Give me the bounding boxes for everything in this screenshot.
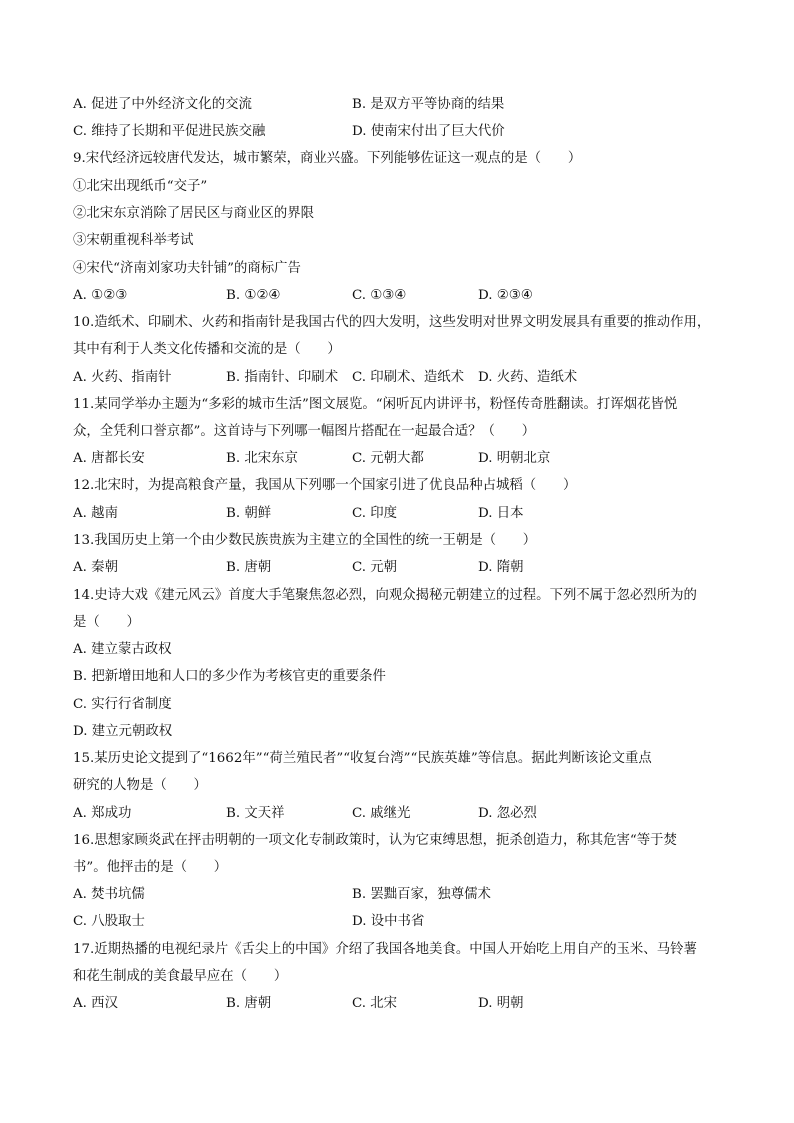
q10-option-c: C. 印刷术、造纸术 — [352, 370, 465, 385]
q17-stem-line1: 17.近期热播的电视纪录片《舌尖上的中国》介绍了我国各地美食。中国人开始吃上用自产的玉米、马铃薯 — [73, 942, 697, 957]
q15-stem-line1: 15.某历史论文提到了“1662年”“荷兰殖民者”“收复台湾”“民族英雄”等信息。据此判断该论文重点 — [73, 751, 652, 766]
q13-option-a: A. 秦朝 — [73, 560, 118, 575]
q17-option-d: D. 明朝 — [478, 996, 524, 1011]
q14-option-c: C. 实行行省制度 — [73, 697, 172, 712]
q8-option-c: C. 维持了长期和平促进民族交融 — [73, 124, 266, 139]
q11-stem-line1: 11.某同学举办主题为“多彩的城市生活”图文展览。“闲听瓦内讲评书，粉怪传奇胜翻读。打诨烟花皆悦 — [73, 397, 678, 412]
q9-option-c: C. ①③④ — [352, 288, 407, 303]
q15-stem-line2: 研究的人物是（ ） — [73, 778, 207, 793]
q13-option-c: C. 元朝 — [352, 560, 398, 575]
q10-option-b: B. 指南针、印刷术 — [226, 370, 339, 385]
q9-option-a: A. ①②③ — [73, 288, 128, 303]
q9-option-b: B. ①②④ — [226, 288, 281, 303]
q8-option-d: D. 使南宋付出了巨大代价 — [352, 124, 505, 139]
q10-stem-line2: 其中有利于人类文化传播和交流的是（ ） — [73, 342, 341, 357]
q15-option-b: B. 文天祥 — [226, 806, 285, 821]
q9-item-3: ③宋朝重视科举考试 — [73, 233, 194, 248]
q16-stem-line1: 16.思想家顾炎武在抨击明朝的一项文化专制政策时，认为它束缚思想，扼杀创造力，称其危害“等于焚 — [73, 833, 677, 848]
q12-option-c: C. 印度 — [352, 506, 398, 521]
q15-option-a: A. 郑成功 — [73, 806, 132, 821]
q10-option-d: D. 火药、造纸术 — [478, 370, 578, 385]
q16-option-c: C. 八股取士 — [73, 914, 145, 929]
q8-option-b: B. 是双方平等协商的结果 — [352, 97, 505, 112]
q16-option-d: D. 设中书省 — [352, 914, 425, 929]
q14-option-d: D. 建立元朝政权 — [73, 724, 173, 739]
q9-option-d: D. ②③④ — [478, 288, 533, 303]
q17-option-a: A. 西汉 — [73, 996, 118, 1011]
q9-item-4: ④宋代“济南刘家功夫针铺”的商标广告 — [73, 261, 301, 276]
q14-option-a: A. 建立蒙古政权 — [73, 642, 172, 657]
q16-option-a: A. 焚书坑儒 — [73, 887, 145, 902]
q14-stem-line2: 是（ ） — [73, 615, 140, 630]
q10-option-a: A. 火药、指南针 — [73, 370, 172, 385]
q11-option-a: A. 唐都长安 — [73, 451, 145, 466]
q12-option-a: A. 越南 — [73, 506, 118, 521]
q9-item-1: ①北宋出现纸币“交子” — [73, 179, 208, 194]
q17-stem-line2: 和花生制成的美食最早应在（ ） — [73, 969, 288, 984]
q12-stem: 12.北宋时，为提高粮食产量，我国从下列哪一个国家引进了优良品种占城稻（ ） — [73, 478, 577, 493]
q17-option-c: C. 北宋 — [352, 996, 398, 1011]
q9-item-2: ②北宋东京消除了居民区与商业区的界限 — [73, 206, 315, 221]
q16-stem-line2: 书”。他抨击的是（ ） — [73, 860, 228, 875]
q14-option-b: B. 把新增田地和人口的多少作为考核官吏的重要条件 — [73, 669, 386, 684]
q16-option-b: B. 罢黜百家，独尊儒术 — [352, 887, 491, 902]
q11-option-d: D. 明朝北京 — [478, 451, 551, 466]
q15-option-c: C. 戚继光 — [352, 806, 411, 821]
q12-option-d: D. 日本 — [478, 506, 524, 521]
q13-option-b: B. 唐朝 — [226, 560, 272, 575]
q10-stem-line1: 10.造纸术、印刷术、火药和指南针是我国古代的四大发明，这些发明对世界文明发展具有重要的推动作用， — [73, 315, 711, 330]
q11-stem-line2: 众，全凭利口誉京都”。这首诗与下列哪一幅图片搭配在一起最合适？（ ） — [73, 424, 536, 439]
q8-option-a: A. 促进了中外经济文化的交流 — [73, 97, 252, 112]
q12-option-b: B. 朝鲜 — [226, 506, 272, 521]
q13-stem: 13.我国历史上第一个由少数民族贵族为主建立的全国性的统一王朝是（ ） — [73, 533, 537, 548]
q15-option-d: D. 忽必烈 — [478, 806, 537, 821]
q14-stem-line1: 14.史诗大戏《建元风云》首度大手笔聚焦忽必烈，向观众揭秘元朝建立的过程。下列不属于忽必烈所为的 — [73, 588, 697, 603]
q9-stem: 9.宋代经济远较唐代发达，城市繁荣，商业兴盛。下列能够佐证这一观点的是（ ） — [73, 151, 582, 166]
q13-option-d: D. 隋朝 — [478, 560, 524, 575]
q11-option-b: B. 北宋东京 — [226, 451, 298, 466]
q17-option-b: B. 唐朝 — [226, 996, 272, 1011]
q11-option-c: C. 元朝大都 — [352, 451, 424, 466]
